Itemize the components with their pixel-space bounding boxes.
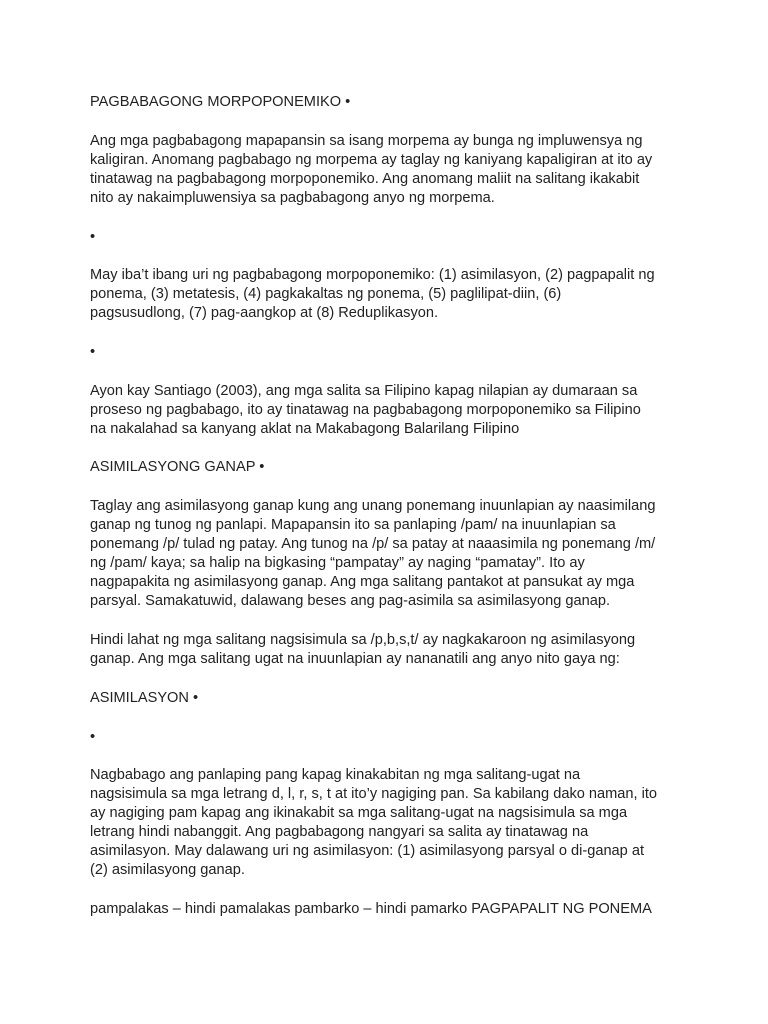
paragraph-line: Hindi lahat ng mga salitang nagsisimula sa /p,b,s,t/ ay nagkakaroon ng asimilasyong [90,632,636,648]
bullet-marker: • [90,729,96,745]
paragraph-line: ponemang /p/ tulad ng patay. Ang tunog na /p/ sa patay at naaasimila ng ponemang /m/ [90,536,656,552]
paragraph-line: tinatawag na pagbabagong morpoponemiko. Ang anomang maliit na salitang ikakabit [90,171,640,187]
paragraph-line: na nakalahad sa kanyang aklat na Makabagong Balarilang Filipino [90,421,520,437]
bullet-marker: • [90,344,96,360]
heading-asimilasyong-ganap: ASIMILASYONG GANAP • [90,459,265,475]
paragraph-line: ponema, (3) metatesis, (4) pagkakaltas ng ponema, (5) paglilipat-diin, (6) [90,286,562,302]
paragraph-line: Ang mga pagbabagong mapapansin sa isang morpema ay bunga ng impluwensya ng [90,133,643,149]
paragraph-line: nito ay nakaimpluwensiya sa pagbabagong anyo ng morpema. [90,190,495,206]
paragraph-line: ganap. Ang mga salitang ugat na inuunlapian ay nananatili ang anyo nito gaya ng: [90,651,620,667]
heading-asimilasyon: ASIMILASYON • [90,690,199,706]
bullet-marker: • [90,229,96,245]
paragraph-line: May iba’t ibang uri ng pagbabagong morpoponemiko: (1) asimilasyon, (2) pagpapalit ng [90,267,655,283]
paragraph-line: nagsisimula sa mga letrang d, l, r, s, t at ito’y nagiging pan. Sa kabilang dako naman, ito [90,786,658,802]
paragraph-line: pampalakas – hindi pamalakas pambarko – hindi pamarko PAGPAPALIT NG PONEMA [90,901,652,917]
paragraph-line: parsyal. Samakatuwid, dalawang beses ang pag-asimila sa asimilasyong ganap. [90,593,610,609]
paragraph-line: Nagbabago ang panlaping pang kapag kinakabitan ng mga salitang-ugat na [90,767,581,783]
paragraph-line: kaligiran. Anomang pagbabago ng morpema ay taglay ng kaniyang kapaligiran at ito ay [90,152,653,168]
paragraph-line: nagpapakita ng asimilasyong ganap. Ang mga salitang pantakot at pansukat ay mga [90,574,635,590]
paragraph-line: letrang hindi nabanggit. Ang pagbabagong nangyari sa salita ay tinatawag na [90,824,589,840]
heading-pagbabagong-morpoponemiko: PAGBABAGONG MORPOPONEMIKO • [90,94,351,110]
paragraph-line: asimilasyon. May dalawang uri ng asimilasyon: (1) asimilasyong parsyal o di-ganap at [90,843,645,859]
paragraph-line: ng /pam/ kaya; sa halip na bigkasing “pampatay” ay naging “pamatay”. Ito ay [90,555,585,571]
paragraph-line: Ayon kay Santiago (2003), ang mga salita sa Filipino kapag nilapian ay dumaraan sa [90,383,638,399]
paragraph-line: Taglay ang asimilasyong ganap kung ang unang ponemang inuunlapian ay naasimilang [90,498,656,514]
paragraph-line: ay nagiging pam kapag ang ikinakabit sa mga salitang-ugat na nagsisimula sa mga [90,805,628,821]
paragraph-line: ganap ng tunog ng panlapi. Mapapansin ito sa panlaping /pam/ na inuunlapian sa [90,517,616,533]
paragraph-line: pagsusudlong, (7) pag-aangkop at (8) Reduplikasyon. [90,305,439,321]
paragraph-line: proseso ng pagbabago, ito ay tinatawag na pagbabagong morpoponemiko sa Filipino [90,402,641,418]
paragraph-line: (2) asimilasyong ganap. [90,862,245,878]
